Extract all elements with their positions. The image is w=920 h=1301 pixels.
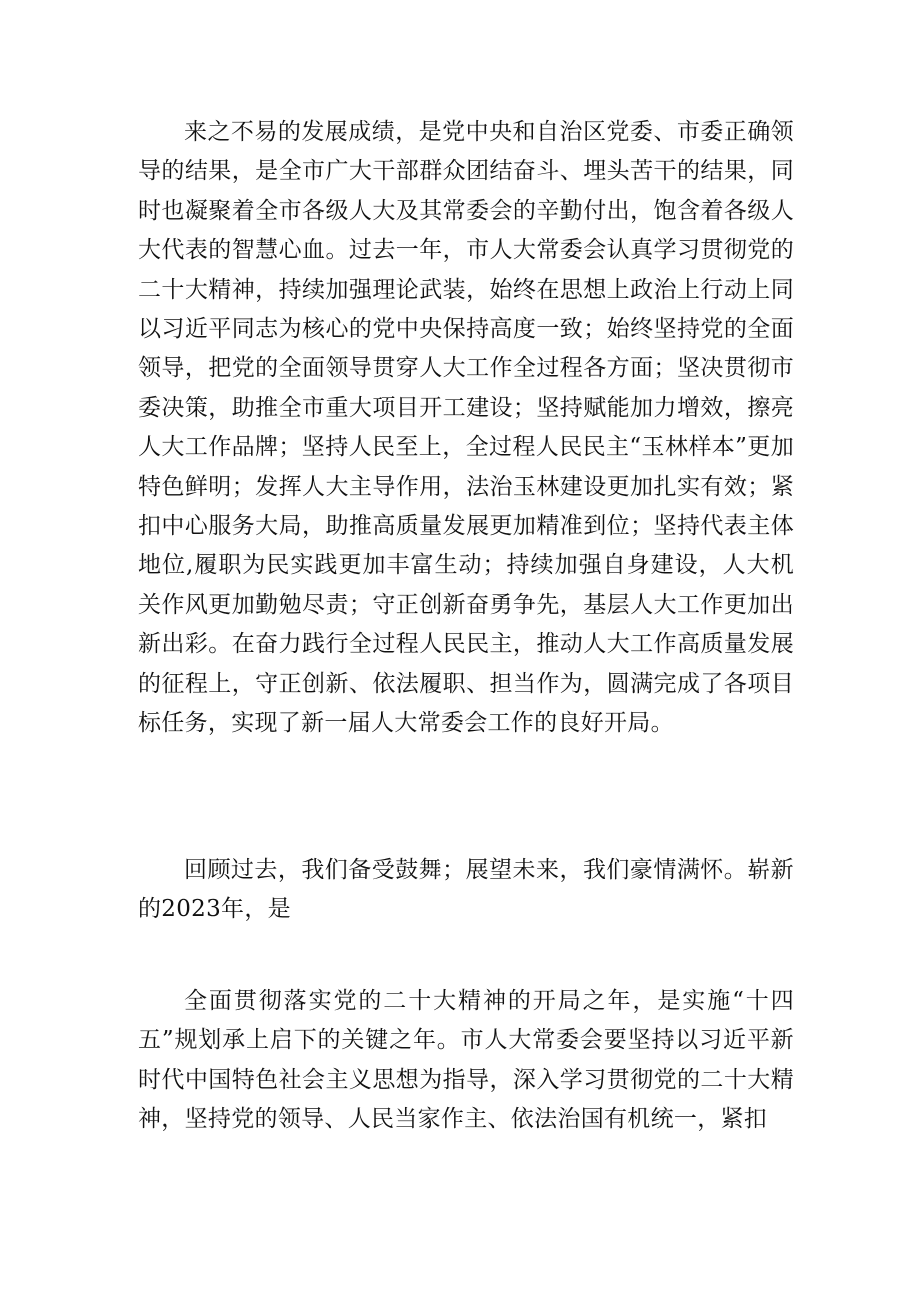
body-paragraph-2: 回顾过去，我们备受鼓舞；展望未来，我们豪情满怀。崭新的2023年，是 [138, 857, 794, 923]
body-paragraph-3: 全面贯彻落实党的二十大精神的开局之年，是实施“十四五”规划承上启下的关键之年。市人大常委会要坚持以习近平新时代中国特色社会主义思想为指导，深入学习贯彻党的二十大精神，坚持党的领导、人民当家作主、依法治国有机统一，紧扣 [138, 988, 794, 1133]
body-paragraph-1: 来之不易的发展成绩，是党中央和自治区党委、市委正确领导的结果，是全市广大干部群众团结奋斗、埋头苦干的结果，同时也凝聚着全市各级人大及其常委会的辛勤付出，饱含着各级人大代表的智慧心血。过去一年，市人大常委会认真学习贯彻党的二十大精神，持续加强理论武装，始终在思想上政治上行动上同以习近平同志为核心的党中央保持高度一致；始终坚持党的全面领导，把党的全面领导贯穿人大工作全过程各方面；坚决贯彻市委决策，助推全市重大项目开工建设；坚持赋能加力增效，擦亮人大工作品牌；坚持人民至上，全过程人民民主“玉林样本”更加特色鲜明；发挥人大主导作用，法治玉林建设更加扎实有效；紧扣中心服务大局，助推高质量发展更加精准到位；坚持代表主体地位,履职为民实践更加丰富生动；持续加强自身建设，人大机关作风更加勤勉尽责；守正创新奋勇争先，基层人大工作更加出新出彩。在奋力践行全过程人民民主，推动人大工作高质量发展的征程上，守正创新、依法履职、担当作为，圆满完成了各项目标任务，实现了新一届人大常委会工作的良好开局。 [138, 119, 794, 737]
